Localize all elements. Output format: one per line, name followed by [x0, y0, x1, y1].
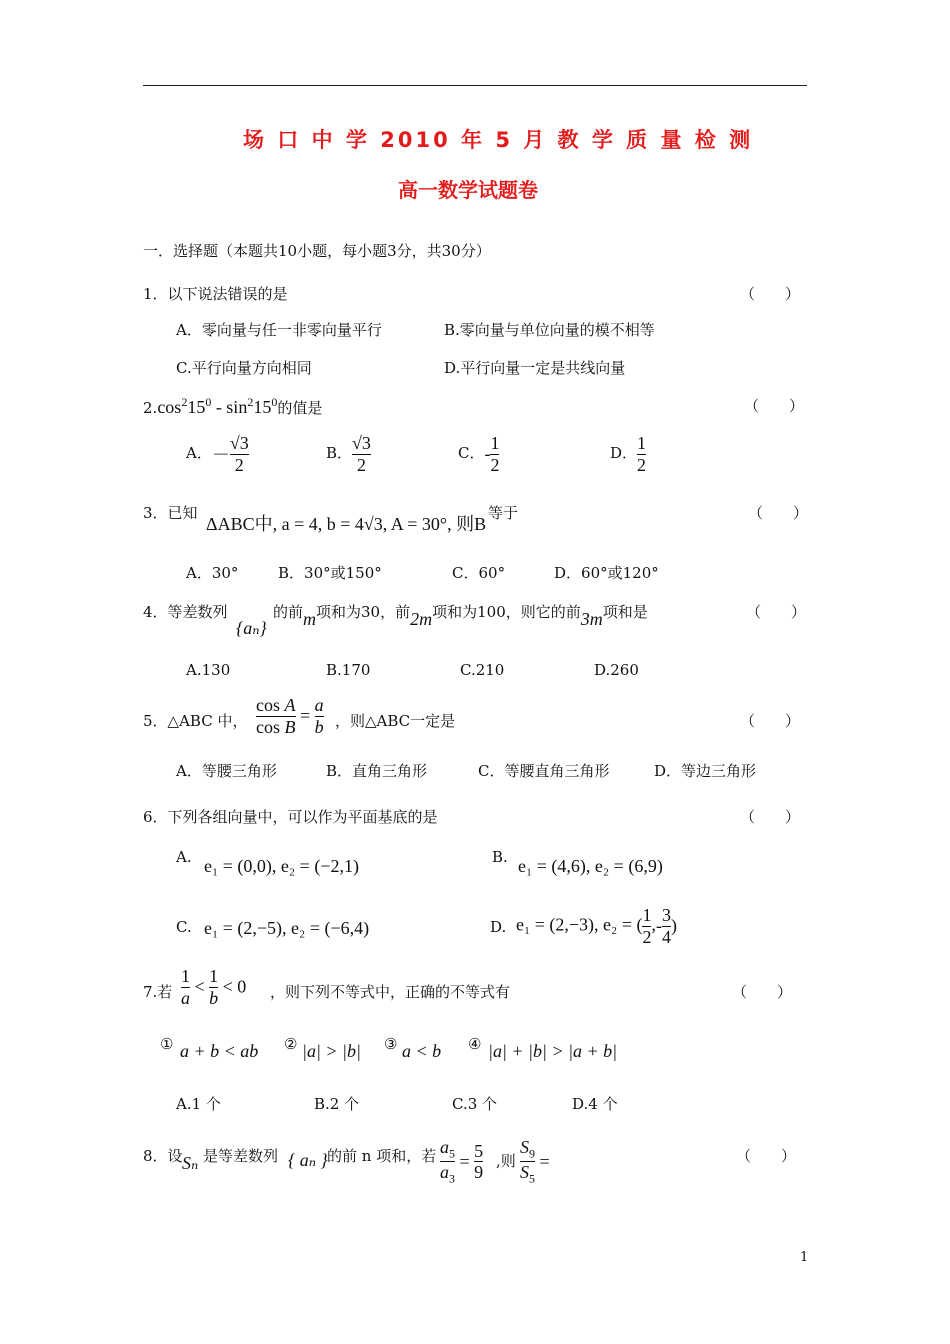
q1-option-a: A．零向量与任一非零向量平行	[176, 321, 382, 339]
q6-option-b: B.	[492, 848, 508, 866]
answer-paren-6: （ ）	[740, 808, 801, 826]
answer-paren-2: （ ）	[744, 397, 805, 415]
q7-condition: $\frac{1}{a}$ < $\frac{1}{b}$ < 0	[181, 966, 247, 1008]
q7-item-1: a + b < ab	[180, 1041, 259, 1061]
q8-sequence: { aₙ }	[288, 1150, 328, 1170]
q6-option-a: A.	[176, 848, 192, 866]
q8-target: $\frac{S_9}{S_5}$ =	[520, 1137, 550, 1186]
q1-option-b: B.零向量与单位向量的模不相等	[444, 321, 655, 339]
section-heading: 一．选择题（本题共10小题，每小题3分，共30分）	[143, 242, 491, 260]
q5-option-b: B．直角三角形	[326, 762, 428, 780]
q7-item-1-marker: ①	[160, 1035, 174, 1053]
q7-tail: ，则下列不等式中，正确的不等式有	[270, 983, 511, 1001]
q7-option-c: C.3 个	[452, 1095, 498, 1113]
q7-item-3: a < b	[402, 1041, 442, 1061]
q2-option-d: D． $\frac{1}{2}$	[610, 433, 647, 475]
question-3: 3．已知	[143, 504, 198, 522]
q1-option-c: C.平行向量方向相同	[176, 359, 312, 377]
q6-vector-d: e₁ = (2,−3), e₂ = ( $\frac{1}{2}$ ,- $\frac{3}{4}$ )	[516, 905, 677, 947]
q3-option-d: D．60°或120°	[554, 564, 659, 582]
q8-stem-2: 的前 n 项和，若	[327, 1147, 437, 1165]
question-4: 4．等差数列	[143, 603, 228, 621]
q3-tail: 等于	[488, 504, 519, 522]
q4-option-a: A.130	[186, 661, 231, 679]
q7-item-4-marker: ④	[468, 1035, 482, 1053]
page-number: 1	[800, 1250, 809, 1265]
q7-item-2: |a| > |b|	[302, 1041, 361, 1061]
q6-vector-b: e₁ = (4,6), e₂ = (6,9)	[518, 856, 663, 876]
question-8: 8．设	[143, 1147, 183, 1165]
question-5: 5．△ABC 中，	[143, 712, 248, 730]
answer-paren-4: （ ）	[746, 603, 807, 621]
q7-item-4: |a| + |b| > |a + b|	[488, 1041, 618, 1061]
q6-option-d: D.	[490, 918, 507, 936]
q4-option-b: B.170	[326, 661, 371, 679]
q3-option-c: C．60°	[452, 564, 506, 582]
page-subtitle: 高一数学试题卷	[398, 178, 538, 202]
answer-paren-3: （ ）	[748, 504, 809, 522]
q5-option-c: C．等腰直角三角形	[478, 762, 610, 780]
q7-option-a: A.1 个	[176, 1095, 221, 1113]
q7-item-3-marker: ③	[384, 1035, 398, 1053]
answer-paren-5: （ ）	[740, 712, 801, 730]
page-title: 场 口 中 学 2010 年 5 月 教 学 质 量 检 测	[243, 128, 754, 152]
q3-expression: ΔABC中, a = 4, b = 4√3, A = 30°, 则B	[206, 514, 487, 534]
q7-option-b: B.2 个	[314, 1095, 360, 1113]
question-1: 1．以下说法错误的是	[143, 285, 288, 303]
q6-vector-a: e₁ = (0,0), e₂ = (−2,1)	[204, 856, 359, 876]
answer-paren-1: （ ）	[740, 285, 801, 303]
q1-option-d: D.平行向量一定是共线向量	[444, 359, 626, 377]
q5-equation: $\frac{\text{cos A}}{\text{cos B}}$ = $\frac{a}{b}$	[256, 695, 324, 737]
q8-sum-symbol: Sₙ	[182, 1153, 199, 1173]
q4-stem: 的前m项和为30，前2m项和为100，则它的前3m项和是	[273, 603, 648, 629]
q2-option-b: B． $\frac{√3}{2}$	[326, 433, 371, 475]
question-7: 7.若	[143, 983, 173, 1001]
q2-option-c: C．- $\frac{1}{2}$	[458, 433, 500, 475]
answer-paren-7: （ ）	[732, 983, 793, 1001]
q6-option-c: C.	[176, 918, 192, 936]
q5-tail: ，则△ABC一定是	[335, 712, 456, 730]
q8-stem-1: 是等差数列	[203, 1147, 279, 1165]
q4-option-c: C.210	[460, 661, 505, 679]
q4-option-d: D.260	[594, 661, 639, 679]
q3-option-a: A．30°	[186, 564, 239, 582]
question-2: $2.\cos^215^0 - \sin^215^0$的值是	[143, 395, 323, 417]
q4-sequence: {aₙ}	[236, 618, 267, 638]
q8-stem-3: ,则	[496, 1152, 516, 1170]
q3-option-b: B．30°或150°	[278, 564, 382, 582]
q5-option-d: D．等边三角形	[654, 762, 757, 780]
q7-option-d: D.4 个	[572, 1095, 618, 1113]
top-rule	[143, 85, 807, 86]
answer-paren-8: （ ）	[736, 1147, 797, 1165]
q5-option-a: A．等腰三角形	[176, 762, 277, 780]
q7-item-2-marker: ②	[284, 1035, 298, 1053]
q6-vector-c: e₁ = (2,−5), e₂ = (−6,4)	[204, 918, 370, 938]
q2-option-a: A．－ $\frac{√3}{2}$	[186, 433, 249, 475]
q2-expression: $\cos^215^0 - \sin^215^0$	[157, 395, 278, 417]
q8-ratio: $\frac{a_5}{a_3}$ = $\frac{5}{9}$	[440, 1137, 484, 1186]
question-6: 6．下列各组向量中，可以作为平面基底的是	[143, 808, 438, 826]
